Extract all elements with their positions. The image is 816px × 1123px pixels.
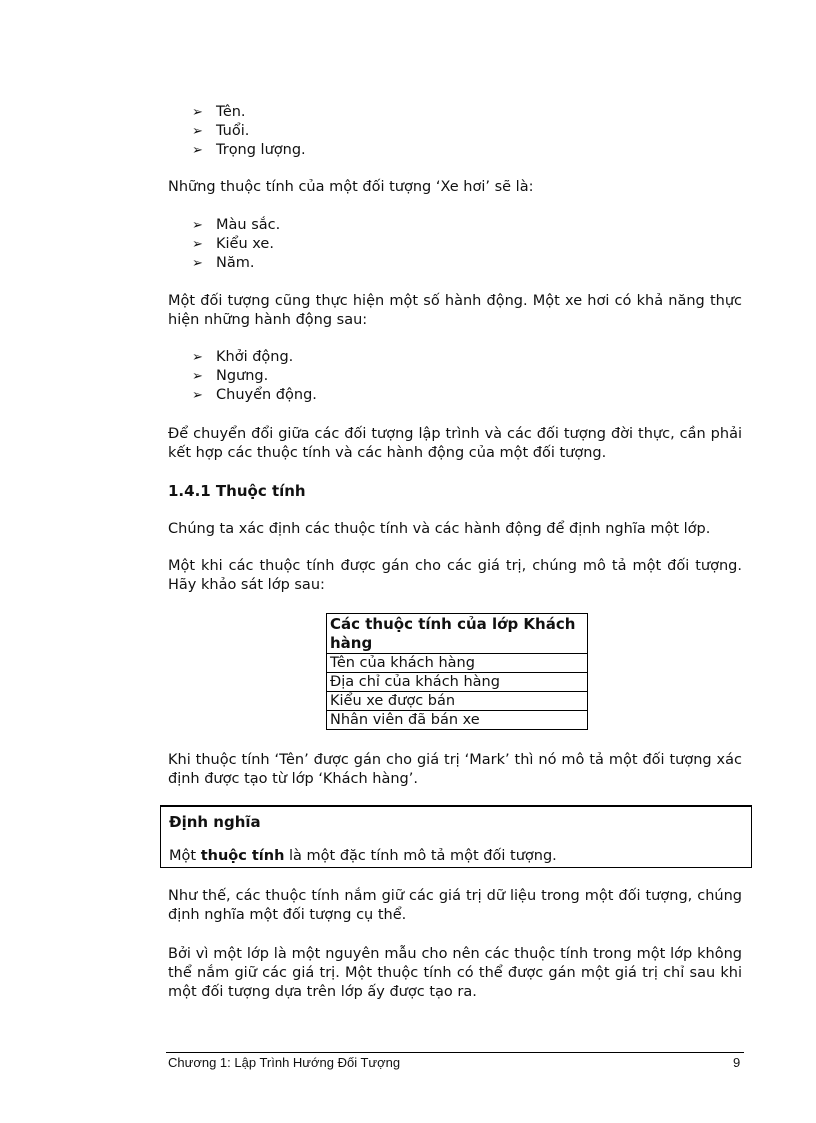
- arrow-bullet-icon: ➢: [192, 105, 203, 120]
- footer-rule: [166, 1052, 744, 1053]
- paragraph-define-class: Chúng ta xác định các thuộc tính và các hành động để định nghĩa một lớp.: [168, 521, 711, 537]
- paragraph-assign-values: Một khi các thuộc tính được gán cho các giá trị, chúng mô tả một đối tượng. Hãy khảo sát lớp sau:: [168, 558, 742, 593]
- table-header: Các thuộc tính của lớp Khách hàng: [327, 614, 588, 654]
- section-heading: 1.4.1 Thuộc tính: [168, 482, 306, 500]
- definition-box: [160, 805, 752, 868]
- paragraph-actions: Một đối tượng cũng thực hiện một số hành động. Một xe hơi có khả năng thực hiện những hành động sau:: [168, 293, 742, 328]
- arrow-bullet-icon: ➢: [192, 350, 203, 365]
- table-row: Kiểu xe được bán: [327, 692, 588, 711]
- arrow-bullet-icon: ➢: [192, 369, 203, 384]
- customer-class-attributes-table: [326, 613, 588, 730]
- list-item: ➢ Chuyển động.: [192, 387, 317, 403]
- list-item: ➢ Tên.: [192, 104, 246, 120]
- list-item: ➢ Tuổi.: [192, 123, 250, 139]
- table-row: Tên của khách hàng: [327, 654, 588, 673]
- bullet-list-car-attributes: [192, 216, 280, 273]
- paragraph-convert: Để chuyển đổi giữa các đối tượng lập trình và các đối tượng đời thực, cần phải kết hợp các thuộc tính và các hành động của một đối tượng.: [168, 426, 742, 461]
- arrow-bullet-icon: ➢: [192, 388, 203, 403]
- arrow-bullet-icon: ➢: [192, 124, 203, 139]
- paragraph-hold-values: Như thế, các thuộc tính nắm giữ các giá trị dữ liệu trong một đối tượng, chúng định nghĩa một đối tượng cụ thể.: [168, 888, 742, 923]
- page-number: 9: [733, 1055, 741, 1070]
- list-item: ➢ Trọng lượng.: [192, 142, 306, 158]
- bullet-list-person-attributes: [192, 103, 306, 160]
- arrow-bullet-icon: ➢: [192, 256, 203, 271]
- list-item: ➢ Màu sắc.: [192, 217, 281, 233]
- table-row: Nhân viên đã bán xe: [327, 711, 588, 730]
- definition-title: Định nghĩa: [169, 813, 261, 831]
- definition-text: Một thuộc tính là một đặc tính mô tả một đối tượng.: [169, 848, 557, 864]
- list-item: ➢ Khởi động.: [192, 349, 294, 365]
- list-item: ➢ Kiểu xe.: [192, 236, 274, 252]
- definition-term: thuộc tính: [200, 848, 285, 864]
- arrow-bullet-icon: ➢: [192, 237, 203, 252]
- arrow-bullet-icon: ➢: [192, 218, 203, 233]
- paragraph-template: Bởi vì một lớp là một nguyên mẫu cho nên các thuộc tính trong một lớp không thể nắm giữ các giá trị. Một thuộc tính có thể được gán một giá trị chỉ sau khi một đối tượng dựa trên lớp ấy được tạo ra.: [168, 946, 742, 1000]
- table-row: Địa chỉ của khách hàng: [327, 673, 588, 692]
- footer-chapter-title: Chương 1: Lập Trình Hướng Đối Tượng: [168, 1055, 401, 1070]
- arrow-bullet-icon: ➢: [192, 143, 203, 158]
- paragraph-example: Khi thuộc tính ‘Tên’ được gán cho giá trị ‘Mark’ thì nó mô tả một đối tượng xác định được tạo từ lớp ‘Khách hàng’.: [168, 752, 742, 787]
- bullet-list-car-actions: [192, 348, 317, 405]
- paragraph-car-attributes: Những thuộc tính của một đối tượng ‘Xe hơi’ sẽ là:: [168, 179, 534, 195]
- list-item: ➢ Ngưng.: [192, 368, 269, 384]
- list-item: ➢ Năm.: [192, 255, 255, 271]
